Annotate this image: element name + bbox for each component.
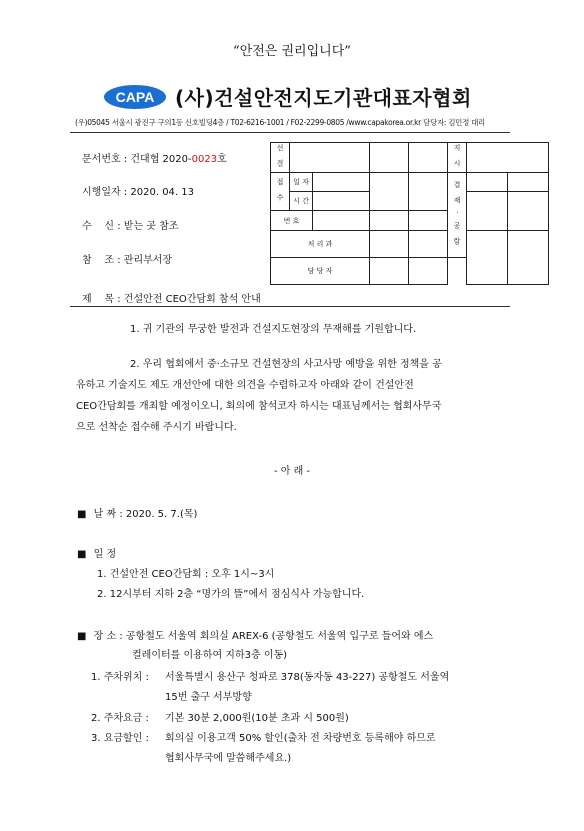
receipt-label: 접 수 (276, 177, 284, 204)
doc-number-row (82, 150, 227, 165)
bullet-icon: ■ (77, 631, 87, 642)
recipient-label: 수 신 : (82, 221, 121, 232)
approval-table (270, 142, 549, 285)
doc-number-suffix: 호 (217, 154, 227, 165)
section-schedule-label: 일 정 (93, 549, 117, 560)
doc-number-prefix: 건대협 2020- (130, 154, 192, 165)
section-place-label: 장 소 : (93, 631, 123, 642)
section-place (77, 627, 433, 642)
paragraph-2-line-2: 유하고 기술지도 제도 개선안에 대한 의견을 수렴하고자 아래와 같이 건설안전 (76, 380, 414, 391)
section-date-label: 날 짜 : (93, 509, 123, 520)
bullet-icon: ■ (77, 509, 87, 520)
handling-dept-label: 처 리 과 (307, 240, 333, 248)
place-item-1-line-2: 15번 출구 서부방향 (165, 692, 252, 703)
doc-number-num: 0023 (191, 154, 218, 165)
section-place-line-2: 컬레이터를 이용하여 지하3층 이동) (132, 650, 288, 661)
doc-number-label: 문서번호 : (82, 154, 128, 165)
recipient-row (82, 217, 178, 232)
time-cell-label: 시 간 (293, 197, 309, 205)
section-date (77, 505, 197, 520)
bullet-icon: ■ (77, 549, 87, 560)
reference-row (82, 251, 172, 266)
recipient-value: 받는 곳 참조 (123, 221, 179, 232)
subject-divider (70, 306, 510, 307)
subject-row (82, 290, 261, 305)
logo-text: CAPA (115, 89, 155, 105)
below-marker: - 아 래 - (273, 466, 311, 477)
contact-line: (우)05045 서울시 광진구 구의1동 신호빌딩4층 / T02-6216-1001 / F02-2299-0805 /www.capakorea.or.kr 담당자: 김민정 대리 (75, 118, 486, 127)
place-item-3-line-2: 협회사무국에 말씀해주세요.) (165, 753, 292, 764)
paragraph-2-line-4: 으로 선착순 접수해 주시기 바랍니다. (76, 422, 237, 433)
reference-label: 참 조 : (82, 255, 121, 266)
section-schedule (77, 545, 116, 560)
person-in-charge-label: 담 당 자 (307, 267, 333, 275)
section-place-line-1: 공항철도 서울역 회의실 AREX-6 (공항철도 서울역 입구로 들어와 에스 (125, 631, 434, 642)
place-item-2-label: 2. 주차요금 : (91, 713, 149, 724)
capa-logo (103, 84, 167, 110)
paragraph-2-line-1: 2. 우리 협회에서 중·소규모 건설현장의 사고사망 예방을 위한 정책을 공 (130, 359, 442, 370)
body-paragraphs (76, 319, 506, 438)
place-item-1-line-1: 서울특별시 용산구 청파로 378(동자동 43-227) 공항철도 서울역 (165, 672, 450, 683)
header-divider (70, 132, 510, 133)
organization-name: (사)건설안전지도기관대표자협회 (175, 86, 472, 110)
reference-value: 관리부서장 (123, 255, 173, 266)
place-item-3-line-1: 회의실 이용고객 50% 할인(출차 전 차량번호 등록해야 하므로 (165, 733, 436, 744)
date-label: 시행일자 : (82, 187, 128, 198)
subject-label: 제 목 : (82, 294, 121, 305)
number-cell-label: 번 호 (283, 216, 300, 225)
place-item-1-label: 1. 주차위치 : (91, 672, 149, 683)
date-cell-label: 일 자 (293, 178, 309, 186)
section-date-value: 2020. 5. 7.(목) (125, 509, 198, 520)
approval-label: 결 재 · 공 람 (453, 180, 461, 248)
place-item-2-line-1: 기본 30분 2,000원(10분 초과 시 500원) (165, 713, 349, 724)
paragraph-1: 1. 귀 기관의 무궁한 발전과 건설지도현장의 무재해를 기원합니다. (130, 324, 417, 335)
schedule-item-2: 2. 12시부터 지하 2층 “명가의 뜰”에서 점심식사 가능합니다. (97, 589, 365, 600)
place-item-3-label: 3. 요금할인 : (91, 733, 149, 744)
date-row (82, 183, 194, 198)
slogan: “안전은 권리입니다” (233, 44, 351, 59)
subject-value: 건설안전 CEO간담회 참석 안내 (123, 294, 261, 305)
instruction-label: 지 시 (453, 143, 461, 170)
paragraph-2-line-3: CEO간담회를 개최할 예정이오니, 회의에 참석코자 하시는 대표님께서는 협회사무국 (76, 401, 442, 412)
prior-decision-label: 선 결 (276, 143, 284, 170)
schedule-item-1: 1. 건설안전 CEO간담회 : 오후 1시~3시 (97, 569, 275, 580)
date-value: 2020. 04. 13 (130, 187, 195, 198)
